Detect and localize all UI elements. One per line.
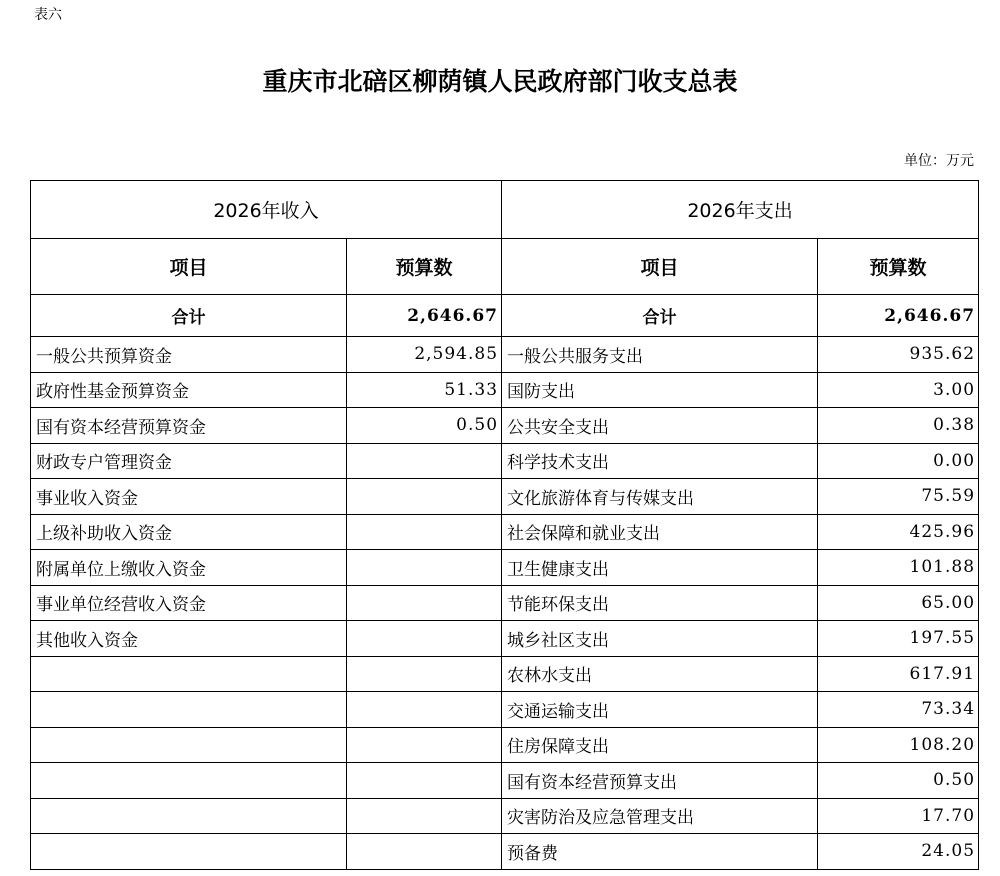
- income-budget-header: 预算数: [347, 239, 502, 295]
- table-row: [31, 656, 979, 692]
- income-item: 事业收入资金: [31, 479, 347, 515]
- expense-total-value: 2,646.67: [818, 295, 979, 337]
- expense-item: 社会保障和就业支出: [502, 514, 818, 550]
- income-value: [347, 621, 502, 657]
- total-row: [31, 295, 979, 337]
- expense-item: 科学技术支出: [502, 443, 818, 479]
- expense-item: 国防支出: [502, 372, 818, 408]
- income-item: 事业单位经营收入资金: [31, 585, 347, 621]
- income-value: [347, 798, 502, 834]
- table-row: [31, 443, 979, 479]
- unit-label: 单位：万元: [904, 153, 974, 169]
- income-value: 2,594.85: [347, 337, 502, 373]
- expense-value: 17.70: [818, 798, 979, 834]
- table-row: [31, 798, 979, 834]
- income-item: [31, 798, 347, 834]
- income-item: 其他收入资金: [31, 621, 347, 657]
- income-value: [347, 514, 502, 550]
- income-item: [31, 727, 347, 763]
- expense-item-header: 项目: [502, 239, 818, 295]
- income-value: 51.33: [347, 372, 502, 408]
- table-row: [31, 834, 979, 870]
- expense-header: 2026年支出: [502, 181, 979, 239]
- income-value: [347, 585, 502, 621]
- expense-item: 住房保障支出: [502, 727, 818, 763]
- expense-value: 73.34: [818, 692, 979, 728]
- expense-value: 0.50: [818, 763, 979, 799]
- income-item: 一般公共预算资金: [31, 337, 347, 373]
- page-title: 重庆市北碚区柳荫镇人民政府部门收支总表: [262, 67, 738, 96]
- table-row: [31, 337, 979, 373]
- income-total-value: 2,646.67: [347, 295, 502, 337]
- expense-item: 文化旅游体育与传媒支出: [502, 479, 818, 515]
- table-tag: 表六: [34, 7, 62, 23]
- expense-value: 108.20: [818, 727, 979, 763]
- expense-value: 425.96: [818, 514, 979, 550]
- income-item: 国有资本经营预算资金: [31, 408, 347, 444]
- income-item: 财政专户管理资金: [31, 443, 347, 479]
- expense-value: 65.00: [818, 585, 979, 621]
- income-value: [347, 479, 502, 515]
- expense-total-label: 合计: [502, 295, 818, 337]
- expense-item: 灾害防治及应急管理支出: [502, 798, 818, 834]
- income-item: 附属单位上缴收入资金: [31, 550, 347, 586]
- income-value: [347, 443, 502, 479]
- expense-value: 935.62: [818, 337, 979, 373]
- section-header-row: [31, 181, 979, 239]
- expense-value: 3.00: [818, 372, 979, 408]
- income-total-label: 合计: [31, 295, 347, 337]
- expense-budget-header: 预算数: [818, 239, 979, 295]
- income-item: [31, 834, 347, 870]
- expense-value: 617.91: [818, 656, 979, 692]
- expense-value: 75.59: [818, 479, 979, 515]
- budget-table: [30, 180, 979, 870]
- expense-item: 公共安全支出: [502, 408, 818, 444]
- income-value: [347, 834, 502, 870]
- income-item: 政府性基金预算资金: [31, 372, 347, 408]
- table-row: [31, 514, 979, 550]
- table-row: [31, 372, 979, 408]
- table-row: [31, 408, 979, 444]
- expense-item: 节能环保支出: [502, 585, 818, 621]
- income-header: 2026年收入: [31, 181, 502, 239]
- expense-item: 预备费: [502, 834, 818, 870]
- expense-value: 197.55: [818, 621, 979, 657]
- expense-item: 交通运输支出: [502, 692, 818, 728]
- income-value: [347, 763, 502, 799]
- income-value: [347, 692, 502, 728]
- table-row: [31, 621, 979, 657]
- table-row: [31, 692, 979, 728]
- table-row: [31, 727, 979, 763]
- table-row: [31, 585, 979, 621]
- income-item-header: 项目: [31, 239, 347, 295]
- income-value: [347, 550, 502, 586]
- expense-item: 卫生健康支出: [502, 550, 818, 586]
- expense-item: 农林水支出: [502, 656, 818, 692]
- table-row: [31, 550, 979, 586]
- expense-item: 城乡社区支出: [502, 621, 818, 657]
- expense-value: 0.38: [818, 408, 979, 444]
- income-item: [31, 763, 347, 799]
- income-value: 0.50: [347, 408, 502, 444]
- table-row: [31, 479, 979, 515]
- income-value: [347, 727, 502, 763]
- table-row: [31, 763, 979, 799]
- expense-item: 国有资本经营预算支出: [502, 763, 818, 799]
- expense-value: 101.88: [818, 550, 979, 586]
- column-header-row: [31, 239, 979, 295]
- income-item: [31, 656, 347, 692]
- expense-item: 一般公共服务支出: [502, 337, 818, 373]
- expense-value: 24.05: [818, 834, 979, 870]
- income-item: [31, 692, 347, 728]
- expense-value: 0.00: [818, 443, 979, 479]
- income-item: 上级补助收入资金: [31, 514, 347, 550]
- income-value: [347, 656, 502, 692]
